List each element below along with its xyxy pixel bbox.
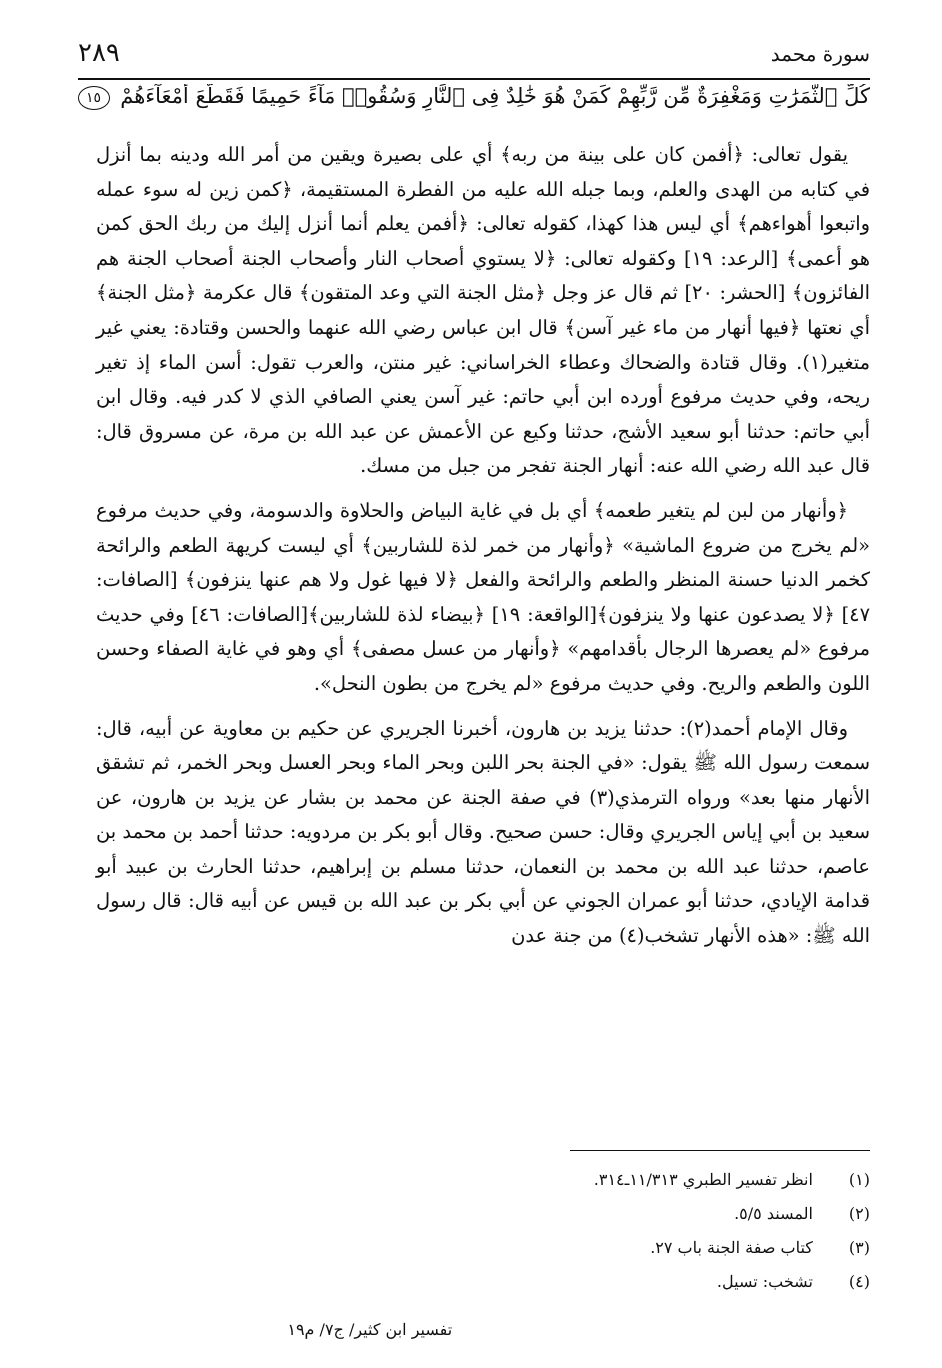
footnote-text: تشخب: تسيل. (716, 1272, 813, 1291)
paragraph: ﴿وأنهار من لبن لم يتغير طعمه﴾ أي بل في غاية البياض والحلاوة والدسومة، وفي حديث مرفوع «لم يخرج من ضروع الماشية» ﴿وأنهار من خمر لذة للشاربين﴾ أي ليست كريهة الطعم والرائحة كخمر الدنيا حسنة المنظر والطعم والرائحة والفعل ﴿لا فيها غول ولا هم عنها ينزفون﴾ [الصافات: ٤٧] ﴿لا يصدعون عنها ولا ينزفون﴾[الواقعة: ١٩] ﴿بيضاء لذة للشاربين﴾[الصافات: ٤٦] وفي حديث مرفوع «لم يعصرها الرجال بأقدامهم» ﴿وأنهار من عسل مصفى﴾ أي وهو في غاية الصفاء وحسن اللون والطعم والريح. وفي حديث مرفوع «لم يخرج من بطون النحل». (96, 498, 870, 695)
footnote-text: المسند ٥/٥. (734, 1204, 813, 1223)
footnote (310, 1265, 870, 1299)
footnote-number: (٢) (848, 1204, 870, 1223)
footnote (310, 1163, 870, 1197)
footnote-number: (١) (848, 1170, 870, 1189)
footnote-number: (٤) (848, 1272, 870, 1291)
footnote (310, 1197, 870, 1231)
tafsir-body (96, 138, 870, 954)
paragraph: وقال الإمام أحمد(٢): حدثنا يزيد بن هارون، أخبرنا الجريري عن حكيم بن معاوية عن أبيه، قال: سمعت رسول الله ﷺ يقول: «في الجنة بحر اللبن وبحر الماء وبحر العسل وبحر الخمر، ثم تشقق الأنهار منها بعد» ورواه الترمذي(٣) في صفة الجنة عن محمد بن بشار عن يزيد بن هارون، عن سعيد بن أبي إياس الجريري وقال: حسن صحيح. وقال أبو بكر بن مردويه: حدثنا أحمد بن محمد بن عاصم، حدثنا عبد الله بن محمد بن النعمان، حدثنا مسلم بن إبراهيم، حدثنا الحارث بن عبيد أبو قدامة الإيادي، حدثنا أبو عمران الجوني عن أبي بكر بن عبد الله بن قيس عن أبيه قال: قال رسول الله ﷺ: «هذه الأنهار تشخب(٤) من جنة عدن (96, 716, 870, 948)
footnote-number: (٣) (848, 1238, 870, 1257)
footnote-text: كتاب صفة الجنة باب ٢٧. (650, 1238, 813, 1257)
footnotes-list (310, 1163, 870, 1299)
paragraph: يقول تعالى: ﴿أفمن كان على بينة من ربه﴾ أي على بصيرة ويقين من أمر الله ودينه بما أنزل في كتابه من الهدى والعلم، وبما جبله الله عليه من الفطرة المستقيمة، ﴿كمن زين له سوء عمله واتبعوا أهواءهم﴾ أي ليس هذا كهذا، كقوله تعالى: ﴿أفمن يعلم أنما أنزل إليك من ربك الحق كمن هو أعمى﴾ [الرعد: ١٩] وكقوله تعالى: ﴿لا يستوي أصحاب النار وأصحاب الجنة أصحاب الجنة هم الفائزون﴾ [الحشر: ٢٠] ثم قال عز وجل ﴿مثل الجنة التي وعد المتقون﴾ قال عكرمة ﴿مثل الجنة﴾ أي نعتها ﴿فيها أنهار من ماء غير آسن﴾ قال ابن عباس رضي الله عنهما والحسن وقتادة: يعني غير متغير(١). وقال قتادة والضحاك وعطاء الخراساني: غير منتن، والعرب تقول: أسن الماء إذ تغير ريحه، وفي حديث مرفوع أورده ابن أبي حاتم: غير آسن يعني الصافي الذي لا كدر فيه. وقال ابن أبي حاتم: حدثنا أبو سعيد الأشج، حدثنا وكيع عن الأعمش عن عبد الله بن مرة، عن مسروق قال: قال عبد الله رضي الله عنه: أنهار الجنة تفجر من جبل من مسك. (96, 143, 870, 478)
quran-verse (78, 84, 870, 124)
footnote-separator (570, 1150, 870, 1151)
verse-text: كُلِّ ٱلثَّمَرَٰتِ وَمَغْفِرَةٌ مِّن رَّبِّهِمْ كَمَنْ هُوَ خَٰلِدٌ فِى ٱلنَّارِ وَسُقُوا۟ مَآءً حَمِيمًا فَقَطَّعَ أَمْعَآءَهُمْ (120, 84, 870, 108)
surah-name: سورة محمد (770, 42, 870, 66)
book-signature: تفسير ابن كثير/ ج٧/ م١٩ (287, 1320, 453, 1339)
page-header (78, 38, 870, 80)
page-number: ٢٨٩ (78, 38, 120, 68)
footnote-text: انظر تفسير الطبري ١١/٣١٣ـ٣١٤. (593, 1170, 813, 1189)
verse-number-marker: ١٥ (78, 86, 110, 110)
footnote (310, 1231, 870, 1265)
